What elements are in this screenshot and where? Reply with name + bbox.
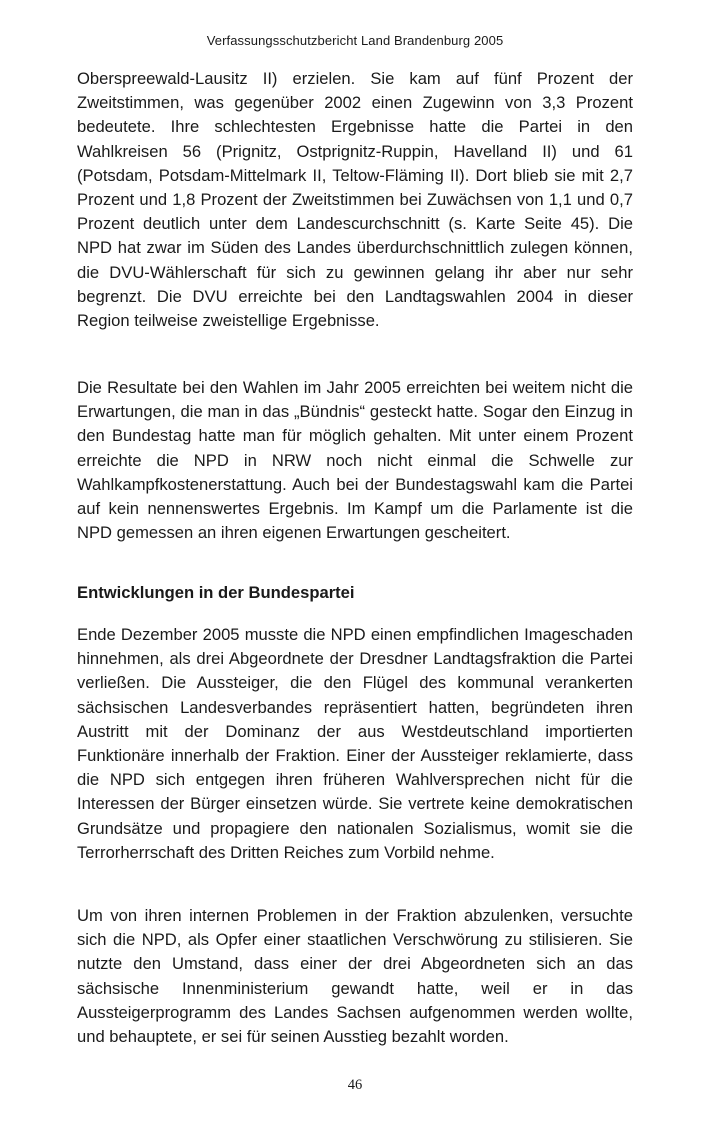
- body-paragraph-4: Um von ihren internen Problemen in der Fraktion abzulenken, versuchte sich die NPD, als Opfer einer staatlichen Verschwörung zu stilisieren. Sie nutzte den Umstand, dass einer der drei Abgeordneten sich an das sächsische Innenministerium gewandt hatte, weil er in das Aussteigerprogramm des Landes Sachsen aufgenommen werden wollte, und behauptete, er sei für seinen Ausstieg bezahlt worden.: [77, 906, 633, 1047]
- page-number: 46: [347, 1077, 363, 1093]
- running-header: Verfassungsschutzbericht Land Brandenburg 2005: [206, 33, 504, 48]
- body-paragraph-2: Die Resultate bei den Wahlen im Jahr 2005 erreichten bei weitem nicht die Erwartungen, die man in das „Bündnis“ gesteckt hatte. Sogar den Einzug in den Bundestag hatte man für möglich gehalten. Mit unter einem Prozent erreichte die NPD in NRW noch nicht einmal die Schwelle zur Wahlkampfkostenerstattung. Auch bei der Bundestagswahl kam die Partei auf kein nennenswertes Ergebnis. Im Kampf um die Parlamente ist die NPD gemessen an ihren eigenen Erwartungen gescheitert.: [77, 378, 633, 543]
- body-paragraph-1: Oberspreewald-Lausitz II) erzielen. Sie kam auf fünf Prozent der Zweitstimmen, was gegenüber 2002 einen Zugewinn von 3,3 Prozent bedeutete. Ihre schlechtesten Ergebnisse hatte die Partei in den Wahlkreisen 56 (Prignitz, Ostprignitz-Ruppin, Havelland II) und 61 (Potsdam, Potsdam-Mittelmark II, Teltow-Fläming II). Dort blieb sie mit 2,7 Prozent und 1,8 Prozent der Zweitstimmen bei Zuwächsen von 1,1 und 0,7 Prozent deutlich unter dem Landescurchschnitt (s. Karte Seite 45). Die NPD hat zwar im Süden des Landes überdurchschnittlich zulegen können, die DVU-Wählerschaft für sich zu gewinnen gelang ihr aber nur sehr begrenzt. Die DVU erreichte bei den Landtagswahlen 2004 in dieser Region teilweise zweistellige Ergebnisse.: [77, 69, 633, 331]
- section-heading: Entwicklungen in der Bundespartei: [77, 583, 355, 602]
- body-paragraph-3: Ende Dezember 2005 musste die NPD einen empfindlichen Imageschaden hinnehmen, als drei Abgeordnete der Dresdner Landtagsfraktion die Partei verließen. Die Aussteiger, die den Flügel des kommunal verankerten sächsischen Landesverbandes repräsentiert hatten, begründeten ihren Austritt mit der Dominanz der aus Westdeutschland importierten Funktionäre innerhalb der Fraktion. Einer der Aussteiger reklamierte, dass die NPD sich entgegen ihren früheren Wahlversprechen nicht für die Interessen der Bürger einsetzen würde. Sie vertrete keine demokratischen Grundsätze und propagiere den nationalen Sozialismus, womit sie die Terrorherrschaft des Dritten Reiches zum Vorbild nehme.: [77, 625, 633, 862]
